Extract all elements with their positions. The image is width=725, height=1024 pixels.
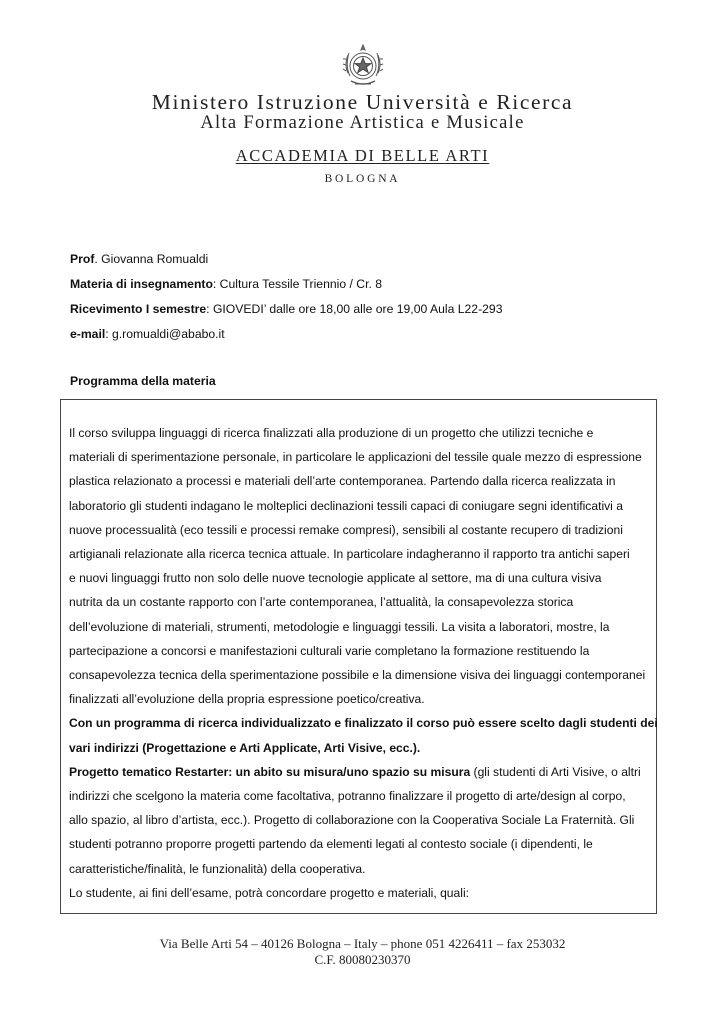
subject-label: Materia di insegnamento bbox=[70, 277, 213, 291]
professor-label: Prof bbox=[70, 252, 95, 266]
program-line: plastica relazionato a processi e materiali dell’arte contemporanea. Partendo dalla ricerca realizzata in bbox=[69, 474, 616, 489]
program-line: materiali di sperimentazione personale, in particolare le applicazioni del tessile quale mezzo di espressione bbox=[69, 450, 642, 465]
footer-tax-code: C.F. 80080230370 bbox=[314, 952, 411, 967]
program-line: nuove processualità (eco tessili e processi remake compresi), sensibili al costante recupero di tradizioni bbox=[69, 522, 623, 537]
program-line: partecipazione a concorsi e manifestazioni culturali varie completano la formazione restituendo la bbox=[69, 643, 590, 658]
professor-row bbox=[70, 252, 208, 266]
subject-row bbox=[70, 277, 382, 291]
project-title: Progetto tematico Restarter: un abito su misura/uno spazio su misura bbox=[69, 764, 471, 779]
program-line: laboratorio gli studenti indagano le molteplici declinazioni tessili capaci di coniugare segni identificativi a bbox=[69, 498, 623, 513]
program-text bbox=[69, 421, 658, 905]
professor-value: . Giovanna Romualdi bbox=[94, 252, 209, 266]
italian-republic-emblem-icon bbox=[338, 41, 388, 91]
program-bold-line: Con un programma di ricerca individualizzato e finalizzato il corso può essere scelto dagli studenti dei bbox=[69, 716, 658, 731]
project-intro: (gli studenti di Arti Visive, o altri bbox=[470, 764, 641, 779]
program-line: Il corso sviluppa linguaggi di ricerca finalizzati alla produzione di un progetto che utilizzi tecniche e bbox=[69, 426, 594, 440]
program-line: caratteristiche/finalità, le funzionalità) della cooperativa. bbox=[69, 861, 366, 876]
program-line: finalizzati all’evoluzione della propria espressione poetico/creativa. bbox=[69, 692, 425, 707]
project-line bbox=[69, 760, 653, 784]
ministry-title: Ministero Istruzione Università e Ricerca bbox=[151, 90, 574, 114]
email-label: e-mail bbox=[70, 327, 106, 341]
program-title: Programma della materia bbox=[70, 374, 216, 388]
program-line: allo spazio, al libro d’artista, ecc.). Progetto di collaborazione con la Cooperativa Sociale La Fraternità. Gli bbox=[69, 813, 635, 828]
office-hours-value: : GIOVEDI’ dalle ore 18,00 alle ore 19,00 Aula L22-293 bbox=[206, 302, 503, 316]
office-hours-label: Ricevimento I semestre bbox=[70, 302, 207, 316]
division-title: Alta Formazione Artistica e Musicale bbox=[200, 113, 525, 133]
program-line: studenti potranno proporre progetti partendo da elementi legati al contesto sociale (i dipendenti, le bbox=[69, 837, 593, 852]
program-line: indirizzi che scelgono la materia come facoltativa, potranno finalizzare il progetto di arte/design al corpo, bbox=[69, 789, 626, 804]
program-line: dell’evoluzione di materiali, strumenti, metodologie e linguaggi tessili. La visita a laboratori, mostre, la bbox=[69, 619, 610, 634]
subject-value: : Cultura Tessile Triennio / Cr. 8 bbox=[212, 277, 383, 291]
academy-title: ACCADEMIA DI BELLE ARTI bbox=[235, 146, 490, 165]
program-line: artigianali relazionate alla ricerca tecnica attuale. In particolare indagheranno il rapporto tra antichi saperi bbox=[69, 547, 630, 562]
program-bold-line: vari indirizzi (Progettazione e Arti Applicate, Arti Visive, ecc.). bbox=[69, 740, 421, 755]
program-line: e nuovi linguaggi frutto non solo delle nuove tecnologie applicate al settore, ma di una cultura visiva bbox=[69, 571, 602, 586]
program-line: Lo studente, ai fini dell’esame, potrà concordare progetto e materiali, quali: bbox=[69, 885, 469, 900]
footer-address: Via Belle Arti 54 – 40126 Bologna – Italy – phone 051 4226411 – fax 253032 bbox=[159, 936, 566, 951]
program-line: nutrita da un costante rapporto con l’arte contemporanea, l’attualità, la consapevolezza storica bbox=[69, 595, 574, 610]
office-hours-row bbox=[70, 302, 502, 316]
program-line: consapevolezza tecnica della sperimentazione possibile e la dimensione visiva dei linguaggi contemporanei bbox=[69, 668, 646, 683]
email-value: : g.romualdi@ababo.it bbox=[105, 327, 225, 341]
city-title: BOLOGNA bbox=[324, 173, 401, 185]
email-row bbox=[70, 327, 225, 341]
